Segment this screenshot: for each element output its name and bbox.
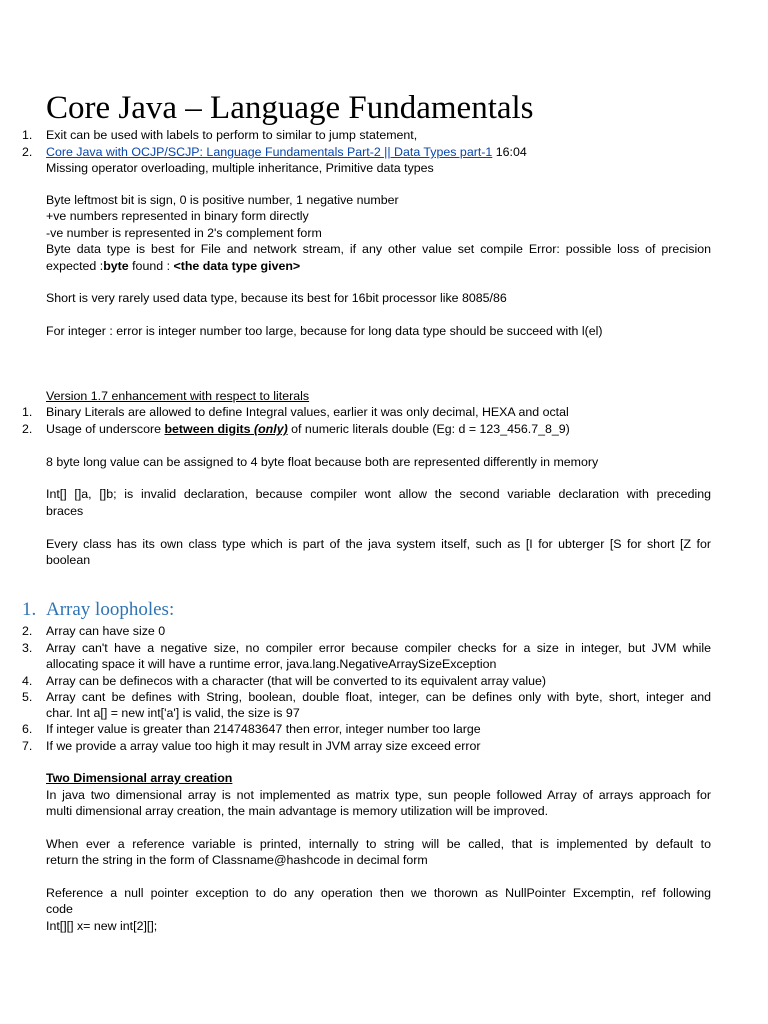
list-item: Usage of underscore between digits (only) of numeric literals double (Eg: d = 123_456.7_8_9) <box>46 422 570 436</box>
paragraph-line: expected :byte found : <the data type given> <box>46 259 301 273</box>
list-item: Exit can be used with labels to perform to similar to jump statement, <box>46 128 418 142</box>
paragraph-line: Byte data type is best for File and network stream, if any other value set compile Error: possible loss of precision <box>46 242 711 256</box>
paragraph-line: boolean <box>46 553 91 567</box>
page-title: Core Java – Language Fundamentals <box>46 90 534 126</box>
code-line: Int[][] x= new int[2][]; <box>46 919 158 933</box>
list-item: Array can be definecos with a character (that will be converted to its equivalent array value) <box>46 674 547 688</box>
video-timestamp: 16:04 <box>492 145 527 159</box>
video-link[interactable]: Core Java with OCJP/SCJP: Language Fundamentals Part-2 || Data Types part-1 <box>46 145 493 159</box>
paragraph-line: 8 byte long value can be assigned to 4 byte float because both are represented differently in memory <box>46 455 599 469</box>
paragraph-line: Every class has its own class type which is part of the java system itself, such as [I for ubterger [S for short [Z for <box>46 537 711 551</box>
paragraph-line: Byte leftmost bit is sign, 0 is positive number, 1 negative number <box>46 193 399 207</box>
paragraph-line: +ve numbers represented in binary form directly <box>46 209 309 223</box>
paragraph-line: Int[] []a, []b; is invalid declaration, because compiler wont allow the second variable declaration with preceding <box>46 487 711 501</box>
list-number: 6. <box>22 722 33 736</box>
list-number: 1. <box>22 128 33 142</box>
list-item: If we provide a array value too high it may result in JVM array size exceed error <box>46 739 481 753</box>
list-item: Binary Literals are allowed to define Integral values, earlier it was only decimal, HEXA and octal <box>46 405 569 419</box>
paragraph-line: For integer : error is integer number too large, because for long data type should be succeed with l(el) <box>46 324 603 338</box>
paragraph-line: braces <box>46 504 84 518</box>
paragraph-line: code <box>46 902 73 916</box>
list-item: Array can't have a negative size, no compiler error because compiler checks for a size in integer, but JVM while <box>46 641 711 655</box>
paragraph-line: Reference a null pointer exception to do any operation then we thorown as NullPointer Excemptin, ref following <box>46 886 711 900</box>
list-number: 5. <box>22 690 33 704</box>
list-number: 2. <box>22 422 33 436</box>
list-item: Array can have size 0 <box>46 624 166 638</box>
paragraph-line: return the string in the form of Classname@hashcode in decimal form <box>46 853 428 867</box>
list-number: 2. <box>22 624 33 638</box>
list-number: 7. <box>22 739 33 753</box>
list-number: 4. <box>22 674 33 688</box>
section-heading: Two Dimensional array creation <box>46 771 233 785</box>
paragraph-line: In java two dimensional array is not implemented as matrix type, sun people followed Array of arrays approach for <box>46 788 711 802</box>
list-item <box>46 144 711 160</box>
list-item: Array cant be defines with String, boolean, double float, integer, can be defines only with byte, short, integer and <box>46 690 711 704</box>
paragraph-line: multi dimensional array creation, the main advantage is memory utilization will be improved. <box>46 804 549 818</box>
paragraph-line: -ve number is represented in 2's complement form <box>46 226 322 240</box>
list-item-continuation: allocating space it will have a runtime error, java.lang.NegativeArraySizeException <box>46 657 497 671</box>
list-number: 3. <box>22 641 33 655</box>
section-heading: Version 1.7 enhancement with respect to literals <box>46 389 310 403</box>
list-item: If integer value is greater than 2147483647 then error, integer number too large <box>46 722 481 736</box>
list-number: 1. <box>22 405 33 419</box>
list-item-continuation: char. Int a[] = new int['a'] is valid, the size is 97 <box>46 706 300 720</box>
section-heading: Array loopholes: <box>46 599 175 620</box>
paragraph-line: Short is very rarely used data type, because its best for 16bit processor like 8085/86 <box>46 291 507 305</box>
list-item-continuation: Missing operator overloading, multiple inheritance, Primitive data types <box>46 161 434 175</box>
heading-number: 1. <box>22 599 37 620</box>
list-number: 2. <box>22 145 33 159</box>
paragraph-line: When ever a reference variable is printed, internally to string will be called, that is implemented by default to <box>46 837 711 851</box>
